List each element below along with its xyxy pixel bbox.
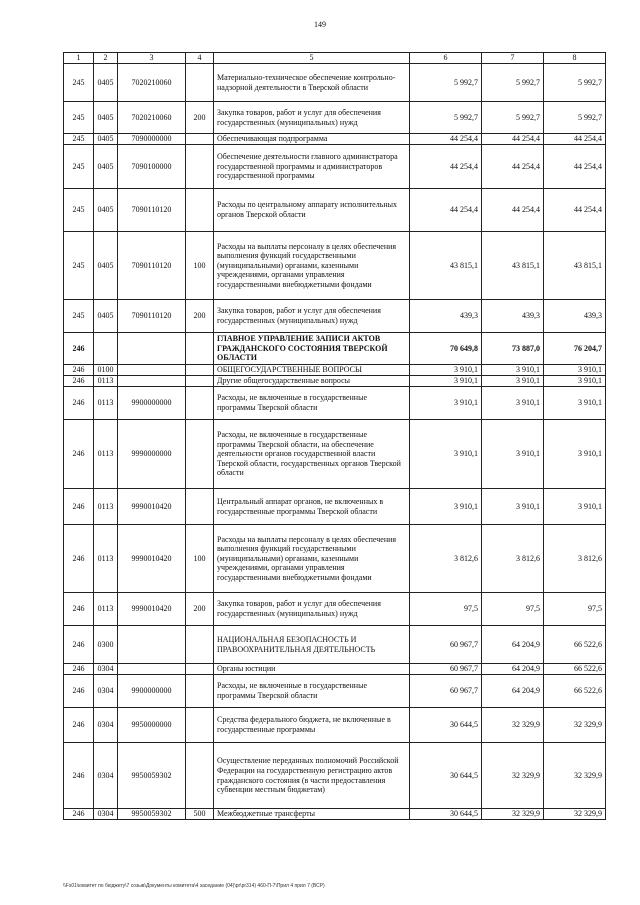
amount-year-3-cell: 3 910,1	[544, 420, 606, 489]
description-cell: Средства федерального бюджета, не включенные в государственные программы	[214, 708, 410, 743]
amount-year-1-cell: 70 649,8	[410, 333, 482, 365]
table-row	[64, 134, 606, 145]
amount-year-3-cell: 66 522,6	[544, 664, 606, 675]
target-code-cell: 9950059302	[118, 743, 186, 809]
table-row	[64, 664, 606, 675]
target-code-cell: 9990010420	[118, 525, 186, 593]
description-cell: Обеспечение деятельности главного администратора государственной программы и администраторов государственной программы	[214, 145, 410, 189]
col-7-header: 7	[482, 53, 544, 64]
table-row	[64, 189, 606, 232]
section-code-cell: 0304	[94, 743, 118, 809]
amount-year-3-cell: 3 910,1	[544, 387, 606, 420]
table-row	[64, 145, 606, 189]
ministry-code-cell: 246	[64, 525, 94, 593]
amount-year-1-cell: 30 644,5	[410, 809, 482, 820]
amount-year-1-cell: 60 967,7	[410, 675, 482, 708]
amount-year-2-cell: 3 910,1	[482, 489, 544, 525]
amount-year-1-cell: 3 910,1	[410, 376, 482, 387]
table-row	[64, 376, 606, 387]
ministry-code-cell: 245	[64, 189, 94, 232]
ministry-code-cell: 246	[64, 593, 94, 626]
target-code-cell	[118, 333, 186, 365]
section-code-cell: 0113	[94, 593, 118, 626]
expense-type-cell: 100	[186, 232, 214, 300]
amount-year-1-cell: 97,5	[410, 593, 482, 626]
table-row	[64, 387, 606, 420]
amount-year-3-cell: 44 254,4	[544, 145, 606, 189]
amount-year-3-cell: 3 910,1	[544, 365, 606, 376]
ministry-code-cell: 246	[64, 743, 94, 809]
expense-type-cell	[186, 333, 214, 365]
amount-year-2-cell: 439,3	[482, 300, 544, 333]
ministry-code-cell: 246	[64, 489, 94, 525]
amount-year-3-cell: 43 815,1	[544, 232, 606, 300]
target-code-cell: 7090100000	[118, 145, 186, 189]
ministry-code-cell: 246	[64, 387, 94, 420]
target-code-cell: 9950000000	[118, 708, 186, 743]
section-code-cell: 0304	[94, 675, 118, 708]
section-code-cell: 0405	[94, 145, 118, 189]
page-number: 149	[314, 20, 326, 29]
table-row	[64, 102, 606, 134]
target-code-cell	[118, 664, 186, 675]
section-code-cell: 0113	[94, 420, 118, 489]
expense-type-cell	[186, 675, 214, 708]
amount-year-2-cell: 3 910,1	[482, 420, 544, 489]
amount-year-3-cell: 3 910,1	[544, 376, 606, 387]
ministry-code-cell: 246	[64, 809, 94, 820]
ministry-code-cell: 246	[64, 376, 94, 387]
expense-type-cell: 100	[186, 525, 214, 593]
amount-year-3-cell: 97,5	[544, 593, 606, 626]
ministry-code-cell: 245	[64, 102, 94, 134]
section-code-cell: 0405	[94, 134, 118, 145]
section-code-cell	[94, 333, 118, 365]
description-cell: НАЦИОНАЛЬНАЯ БЕЗОПАСНОСТЬ И ПРАВООХРАНИТЕЛЬНАЯ ДЕЯТЕЛЬНОСТЬ	[214, 626, 410, 664]
amount-year-1-cell: 3 910,1	[410, 489, 482, 525]
col-2-header: 2	[94, 53, 118, 64]
amount-year-1-cell: 60 967,7	[410, 664, 482, 675]
table-row	[64, 365, 606, 376]
amount-year-1-cell: 44 254,4	[410, 145, 482, 189]
description-cell: Расходы по центральному аппарату исполнительных органов Тверской области	[214, 189, 410, 232]
ministry-code-cell: 246	[64, 708, 94, 743]
expense-type-cell	[186, 376, 214, 387]
section-code-cell: 0113	[94, 525, 118, 593]
amount-year-1-cell: 44 254,4	[410, 134, 482, 145]
description-cell: Другие общегосударственные вопросы	[214, 376, 410, 387]
expense-type-cell	[186, 420, 214, 489]
amount-year-3-cell: 76 204,7	[544, 333, 606, 365]
target-code-cell	[118, 365, 186, 376]
amount-year-2-cell: 64 204,9	[482, 675, 544, 708]
amount-year-3-cell: 44 254,4	[544, 134, 606, 145]
amount-year-1-cell: 3 910,1	[410, 365, 482, 376]
expense-type-cell	[186, 134, 214, 145]
amount-year-2-cell: 64 204,9	[482, 626, 544, 664]
description-cell: ОБЩЕГОСУДАРСТВЕННЫЕ ВОПРОСЫ	[214, 365, 410, 376]
col-5-header: 5	[214, 53, 410, 64]
table-row	[64, 708, 606, 743]
table-row	[64, 489, 606, 525]
description-cell: Осуществление переданных полномочий Российской Федерации на государственную регистрацию актов гражданского состояния (в части предоставления субвенции местным бюджетам)	[214, 743, 410, 809]
target-code-cell: 7090000000	[118, 134, 186, 145]
target-code-cell	[118, 376, 186, 387]
target-code-cell: 7020210060	[118, 64, 186, 102]
ministry-code-cell: 246	[64, 333, 94, 365]
expense-type-cell	[186, 387, 214, 420]
amount-year-1-cell: 3 910,1	[410, 420, 482, 489]
target-code-cell: 9900000000	[118, 675, 186, 708]
col-8-header: 8	[544, 53, 606, 64]
amount-year-1-cell: 60 967,7	[410, 626, 482, 664]
description-cell: Расходы, не включенные в государственные программы Тверской области, на обеспечение деятельности органов государственной власти Тверской области, государственных органов Тверской области	[214, 420, 410, 489]
amount-year-1-cell: 5 992,7	[410, 102, 482, 134]
amount-year-2-cell: 44 254,4	[482, 134, 544, 145]
amount-year-1-cell: 30 644,5	[410, 708, 482, 743]
target-code-cell: 7090110120	[118, 300, 186, 333]
expense-type-cell	[186, 743, 214, 809]
section-code-cell: 0405	[94, 64, 118, 102]
table-row	[64, 525, 606, 593]
amount-year-2-cell: 5 992,7	[482, 102, 544, 134]
target-code-cell: 9990000000	[118, 420, 186, 489]
amount-year-1-cell: 439,3	[410, 300, 482, 333]
ministry-code-cell: 246	[64, 626, 94, 664]
amount-year-2-cell: 3 910,1	[482, 387, 544, 420]
target-code-cell: 9990010420	[118, 593, 186, 626]
ministry-code-cell: 245	[64, 232, 94, 300]
ministry-code-cell: 245	[64, 134, 94, 145]
amount-year-2-cell: 3 910,1	[482, 365, 544, 376]
description-cell: Органы юстиции	[214, 664, 410, 675]
section-code-cell: 0405	[94, 189, 118, 232]
amount-year-3-cell: 32 329,9	[544, 708, 606, 743]
col-6-header: 6	[410, 53, 482, 64]
amount-year-3-cell: 32 329,9	[544, 809, 606, 820]
target-code-cell: 9900000000	[118, 387, 186, 420]
amount-year-2-cell: 44 254,4	[482, 189, 544, 232]
file-path-footer: \\Fs01\комитет по бюджету\7 созыв\Документы комитета\4 заседание (04)\pr\pr314) 460-П-7\Прил 4 прил 7 (ВСР)	[63, 883, 325, 889]
section-code-cell: 0100	[94, 365, 118, 376]
target-code-cell	[118, 626, 186, 664]
description-cell: Расходы на выплаты персоналу в целях обеспечения выполнения функций государственными (муниципальными) органами, казенными учреждениями, органами управления государственными внебюджетными фондами	[214, 232, 410, 300]
amount-year-3-cell: 66 522,6	[544, 675, 606, 708]
table-row	[64, 64, 606, 102]
expense-type-cell	[186, 189, 214, 232]
col-3-header: 3	[118, 53, 186, 64]
expense-type-cell: 200	[186, 300, 214, 333]
description-cell: Расходы, не включенные в государственные программы Тверской области	[214, 387, 410, 420]
amount-year-2-cell: 5 992,7	[482, 64, 544, 102]
table-row	[64, 420, 606, 489]
amount-year-2-cell: 32 329,9	[482, 809, 544, 820]
section-code-cell: 0405	[94, 232, 118, 300]
expense-type-cell	[186, 64, 214, 102]
section-code-cell: 0304	[94, 708, 118, 743]
table-row	[64, 333, 606, 365]
amount-year-1-cell: 43 815,1	[410, 232, 482, 300]
amount-year-3-cell: 44 254,4	[544, 189, 606, 232]
budget-table	[63, 52, 606, 820]
amount-year-1-cell: 3 812,6	[410, 525, 482, 593]
amount-year-3-cell: 5 992,7	[544, 102, 606, 134]
section-code-cell: 0405	[94, 300, 118, 333]
description-cell: Расходы на выплаты персоналу в целях обеспечения выполнения функций государственными (муниципальными) органами, казенными учреждениями, органами управления государственными внебюджетными фондами	[214, 525, 410, 593]
ministry-code-cell: 245	[64, 300, 94, 333]
section-code-cell: 0113	[94, 489, 118, 525]
description-cell: Закупка товаров, работ и услуг для обеспечения государственных (муниципальных) нужд	[214, 102, 410, 134]
table-body	[64, 64, 606, 820]
amount-year-2-cell: 3 910,1	[482, 376, 544, 387]
section-code-cell: 0304	[94, 809, 118, 820]
amount-year-3-cell: 66 522,6	[544, 626, 606, 664]
amount-year-3-cell: 32 329,9	[544, 743, 606, 809]
amount-year-1-cell: 5 992,7	[410, 64, 482, 102]
description-cell: Межбюджетные трансферты	[214, 809, 410, 820]
table-row	[64, 300, 606, 333]
expense-type-cell: 200	[186, 102, 214, 134]
amount-year-1-cell: 3 910,1	[410, 387, 482, 420]
expense-type-cell: 500	[186, 809, 214, 820]
expense-type-cell	[186, 626, 214, 664]
description-cell: ГЛАВНОЕ УПРАВЛЕНИЕ ЗАПИСИ АКТОВ ГРАЖДАНСКОГО СОСТОЯНИЯ ТВЕРСКОЙ ОБЛАСТИ	[214, 333, 410, 365]
amount-year-2-cell: 73 887,0	[482, 333, 544, 365]
amount-year-2-cell: 44 254,4	[482, 145, 544, 189]
ministry-code-cell: 246	[64, 664, 94, 675]
amount-year-3-cell: 439,3	[544, 300, 606, 333]
description-cell: Закупка товаров, работ и услуг для обеспечения государственных (муниципальных) нужд	[214, 300, 410, 333]
ministry-code-cell: 246	[64, 420, 94, 489]
amount-year-3-cell: 5 992,7	[544, 64, 606, 102]
ministry-code-cell: 245	[64, 145, 94, 189]
amount-year-1-cell: 44 254,4	[410, 189, 482, 232]
table-row	[64, 626, 606, 664]
expense-type-cell: 200	[186, 593, 214, 626]
table-row	[64, 675, 606, 708]
table-row	[64, 232, 606, 300]
ministry-code-cell: 246	[64, 675, 94, 708]
amount-year-2-cell: 97,5	[482, 593, 544, 626]
description-cell: Обеспечивающая подпрограмма	[214, 134, 410, 145]
section-code-cell: 0304	[94, 664, 118, 675]
description-cell: Расходы, не включенные в государственные программы Тверской области	[214, 675, 410, 708]
amount-year-3-cell: 3 812,6	[544, 525, 606, 593]
section-code-cell: 0113	[94, 376, 118, 387]
col-1-header: 1	[64, 53, 94, 64]
section-code-cell: 0113	[94, 387, 118, 420]
amount-year-1-cell: 30 644,5	[410, 743, 482, 809]
amount-year-2-cell: 3 812,6	[482, 525, 544, 593]
table-row	[64, 593, 606, 626]
table-row	[64, 743, 606, 809]
description-cell: Закупка товаров, работ и услуг для обеспечения государственных (муниципальных) нужд	[214, 593, 410, 626]
target-code-cell: 7090110120	[118, 189, 186, 232]
expense-type-cell	[186, 365, 214, 376]
amount-year-2-cell: 32 329,9	[482, 708, 544, 743]
expense-type-cell	[186, 708, 214, 743]
column-number-header	[64, 53, 606, 64]
amount-year-2-cell: 32 329,9	[482, 743, 544, 809]
target-code-cell: 9950059302	[118, 809, 186, 820]
table-row	[64, 809, 606, 820]
amount-year-3-cell: 3 910,1	[544, 489, 606, 525]
section-code-cell: 0405	[94, 102, 118, 134]
ministry-code-cell: 245	[64, 64, 94, 102]
description-cell: Материально-техническое обеспечение контрольно-надзорной деятельности в Тверской области	[214, 64, 410, 102]
target-code-cell: 7090110120	[118, 232, 186, 300]
expense-type-cell	[186, 489, 214, 525]
expense-type-cell	[186, 145, 214, 189]
ministry-code-cell: 246	[64, 365, 94, 376]
target-code-cell: 9990010420	[118, 489, 186, 525]
description-cell: Центральный аппарат органов, не включенных в государственные программы Тверской области	[214, 489, 410, 525]
amount-year-2-cell: 43 815,1	[482, 232, 544, 300]
target-code-cell: 7020210060	[118, 102, 186, 134]
section-code-cell: 0300	[94, 626, 118, 664]
expense-type-cell	[186, 664, 214, 675]
amount-year-2-cell: 64 204,9	[482, 664, 544, 675]
col-4-header: 4	[186, 53, 214, 64]
